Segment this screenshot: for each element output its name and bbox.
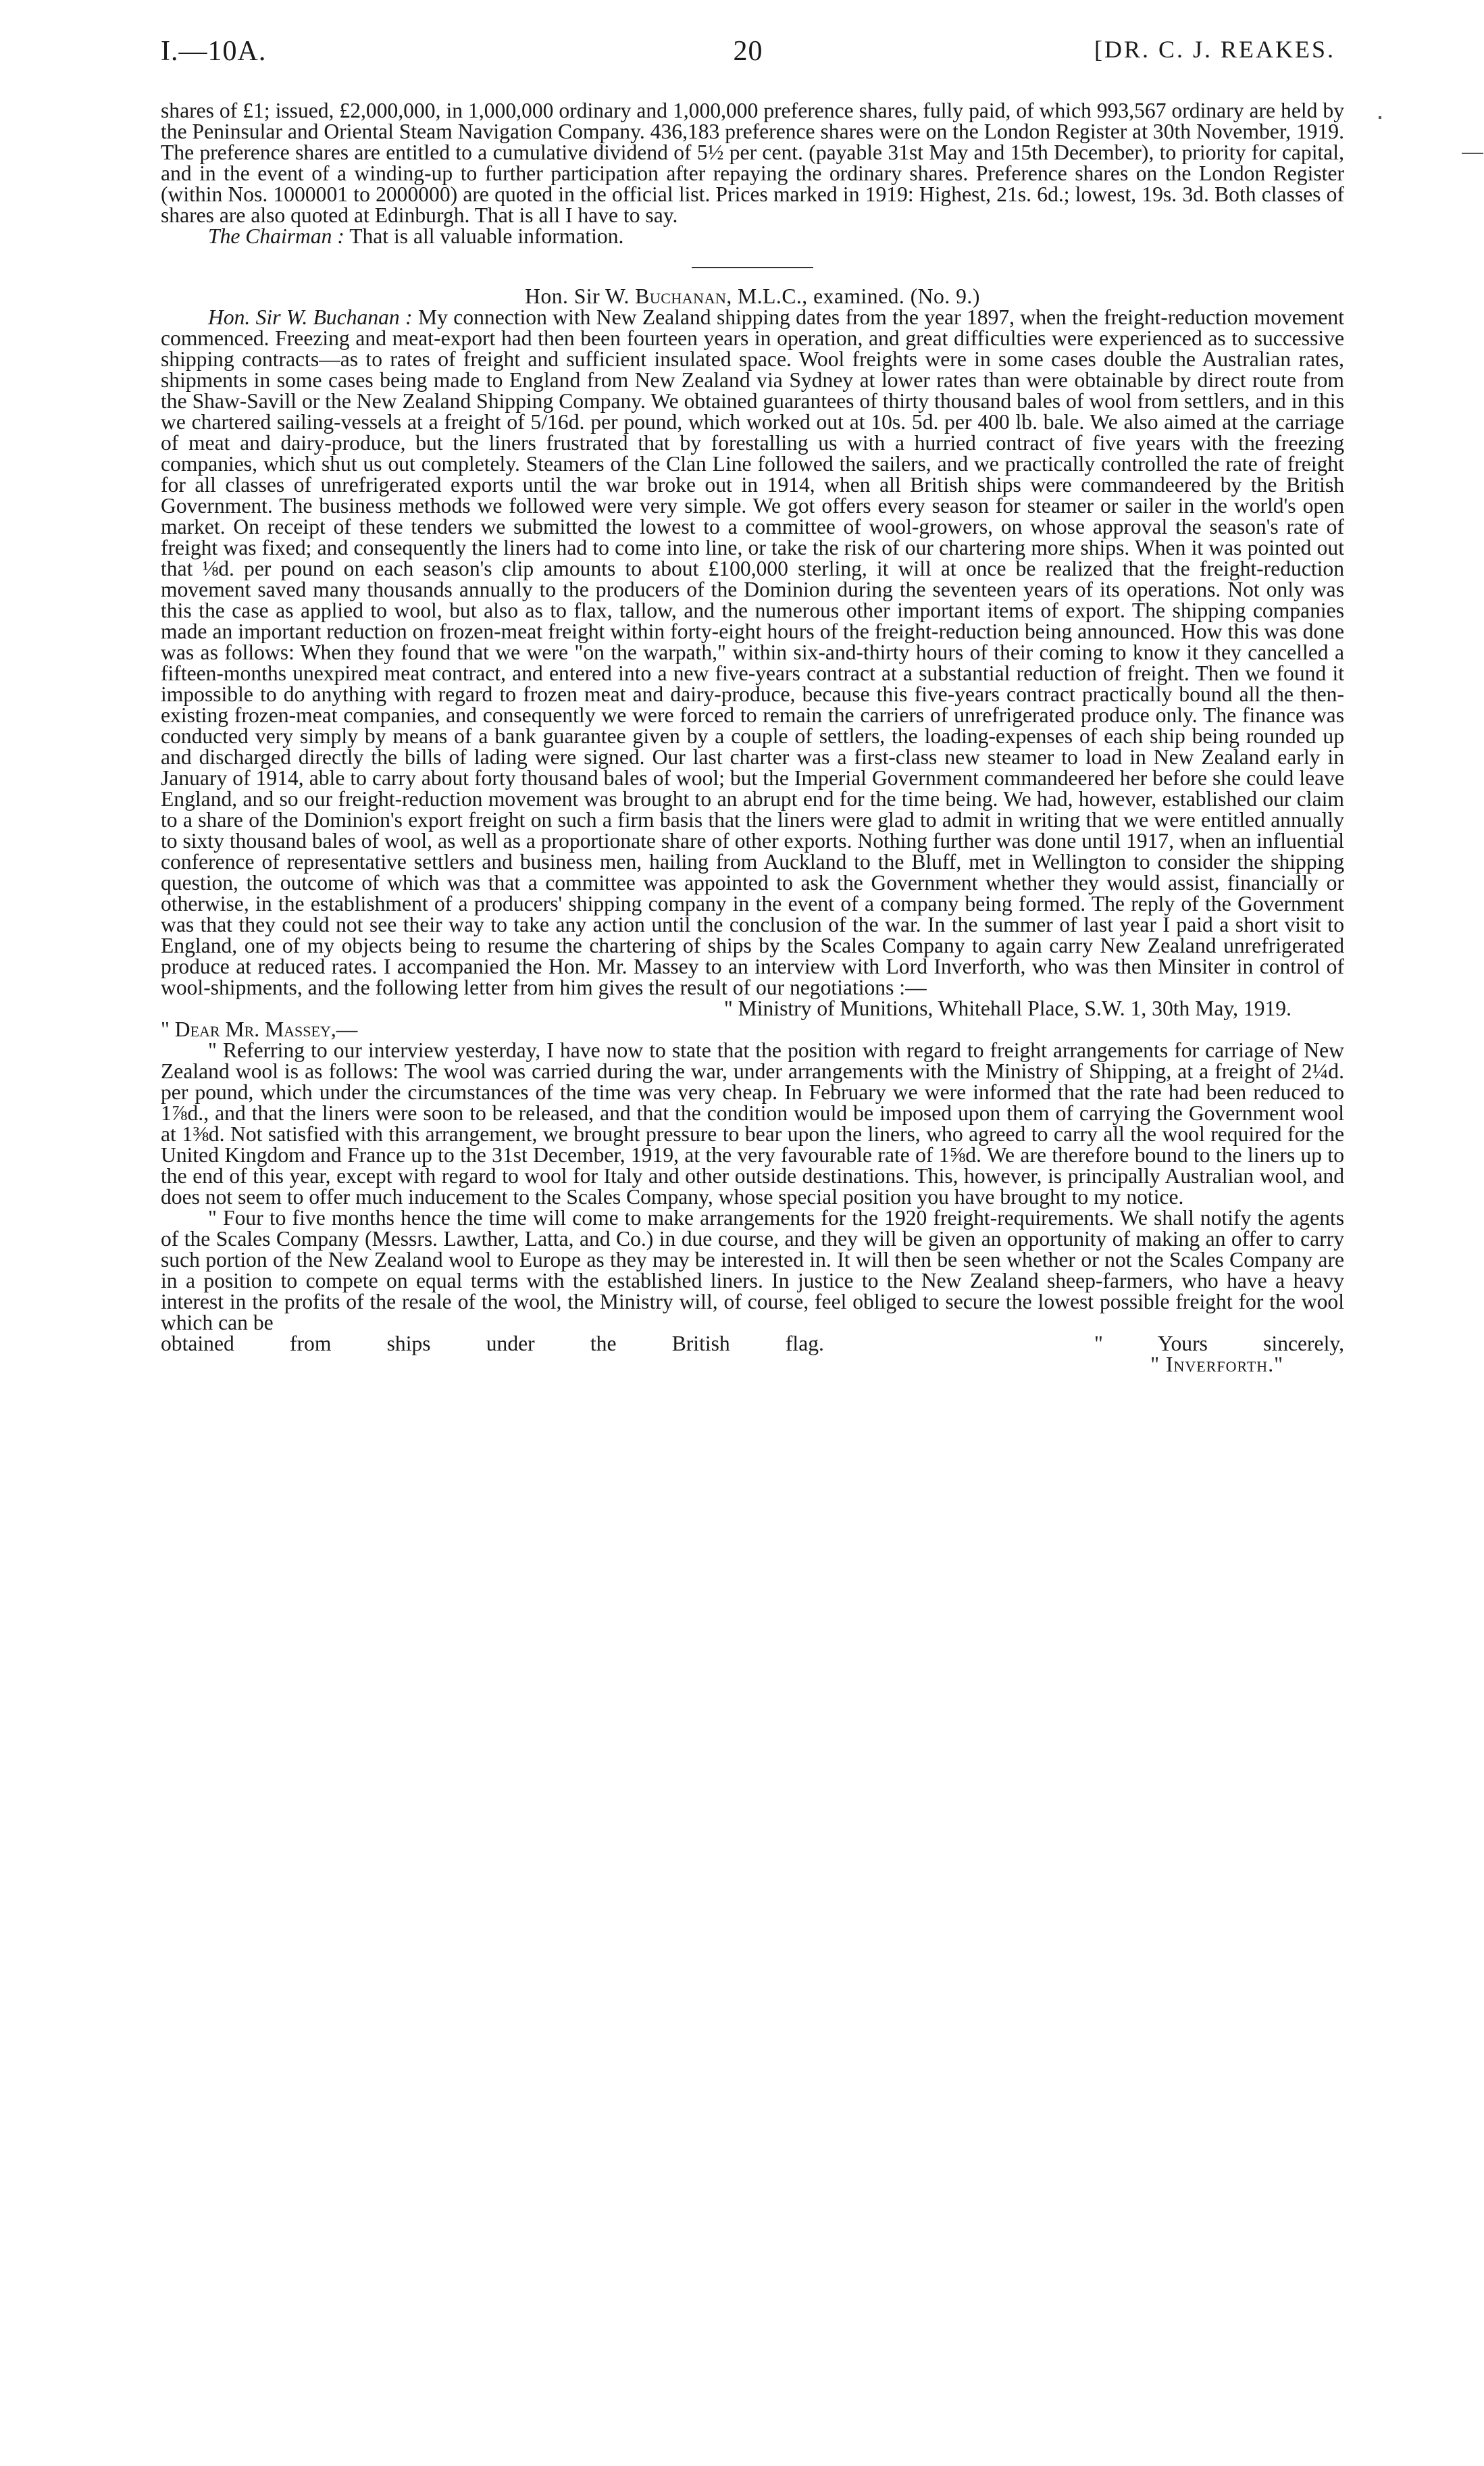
buchanan-text: My connection with New Zealand shipping dates from the year 1897, when the freight-reduction movement commenced. Freezing and meat-export had then been fourteen years in operation, and great difficulties were experienced as to successive shipping contracts—as to rates of freight and sufficient insulated space. Wool freights were in some cases double the Australian rates, shipments in some cases being made to England from New Zealand via Sydney at lower rates than were obtainable by direct route from the Shaw-Savill or the New Zealand Shipping Company. We obtained guarantees of thirty thousand bales of wool from settlers, and in this we chartered sailing-vessels at a freight of 5/16d. per pound, which worked out at 10s. 5d. per 400 lb. bale. We also aimed at the carriage of meat and dairy-produce, but the liners frustrated that by forestalling us with a hurried contract of five years with the freezing companies, which shut us out completely. Steamers of the Clan Line followed the sailers, and we practically controlled the rate of freight for all classes of unrefrigerated exports until the war broke out in 1914, when all British ships were commandeered by the British Government. The business methods we followed were very simple. We got offers every season for steamer or sailer in the world's open market. On receipt of these tenders we submitted the lowest to a committee of wool-growers, on whose approval the season's rate of freight was fixed; and consequently the liners had to come into line, or take the risk of our chartering more ships. When it was pointed out that ⅛d. per pound on each season's clip amounts to about £100,000 sterling, it will at once be realized that the freight-reduction movement saved many thousands annually to the producers of the Dominion during the seventeen years of its operations. Not only was this the case as applied to wool, but also as to flax, tallow, and the numerous other important items of export. The shipping companies made an important reduction on frozen-meat freight within forty-eight hours of the freight-reduction being announced. How this was done was as follows: When they found that we were "on the warpath," within six-and-thirty hours of their coming to know it they cancelled a fifteen-months unexpired meat contract, and entered into a new five-years contract at a substantial reduction of freight. Then we found it impossible to do anything with regard to frozen meat and dairy-produce, because this five-years contract practically bound all the then-existing frozen-meat companies, and consequently we were forced to remain the carriers of unrefrigerated produce only. The finance was conducted very simply by means of a bank guarantee given by a couple of settlers, the loading-expenses of each ship being rounded up and discharged directly the bills of lading were signed. Our last charter was a first-class new steamer to load in New Zealand early in January of 1914, able to carry about forty thousand bales of wool; but the Imperial Government commandeered her before she could leave England, and so our freight-reduction movement was brought to an abrupt end for the time being. We had, however, established our claim to a share of the Dominion's export freight on such a firm basis that the liners were glad to admit in writing that we were entitled annually to sixty thousand bales of wool, as well as a proportionate share of other exports. Nothing further was done until 1917, when an influential conference of representative settlers and business men, hailing from Auckland to the Bluff, met in Wellington to consider the shipping question, the outcome of which was that a committee was appointed to ask the Government whether they would assist, financially or otherwise, in the establishment of a producers' shipping company in the event of a company being formed. The reply of the Government was that they could not see their way to take any action until the conclusion of the war. In the summer of last year I paid a short visit to England, one of my objects being to resume the chartering of ships by the Scales Company to again carry New Zealand unrefrigerated produce at reduced rates. I accompanied the Hon. Mr. Massey to an interview with Lord Inverforth, who was then Minsiter in control of wool-shipments, and the following letter from him gives the result of our negotiations :— <box>161 305 1344 999</box>
page-header <box>161 35 1335 82</box>
opening-paragraph: shares of £1; issued, £2,000,000, in 1,000,000 ordinary and 1,000,000 preference shares, fully paid, of which 993,567 ordinary are held by the Peninsular and Oriental Steam Navigation Company. 436,183 preference shares were on the London Register at 30th November, 1919. The preference shares are entitled to a cumulative dividend of 5½ per cent. (payable 31st May and 15th December), to priority for capital, and in the event of a winding-up to further participation after repaying the ordinary shares. Preference shares on the London Register (within Nos. 1000001 to 2000000) are quoted in the official list. Prices marked in 1919: Highest, 21s. 6d.; lowest, 19s. 3d. Both classes of shares are also quoted at Edinburgh. That is all I have to say. <box>161 99 1344 227</box>
margin-tick <box>1462 153 1483 154</box>
letter-last-line: obtained from ships under the British flag. <box>161 1332 824 1355</box>
margin-dot <box>1379 116 1381 119</box>
witness-name: Buchanan <box>635 284 727 308</box>
chairman-text: That is all valuable information. <box>349 224 624 248</box>
section-divider <box>692 267 813 268</box>
letter-signature: " Inverforth." <box>1150 1353 1283 1376</box>
chairman-speaker: The Chairman : <box>208 224 344 248</box>
letter-paragraph-1: " Referring to our interview yesterday, I have now to state that the position with regard to freight arrangements for carriage of New Zealand wool is as follows: The wool was carried during the war, under arrangements with the Ministry of Shipping, at a freight of 2¼d. per pound, which under the circumstances of the time was very cheap. In February we were informed that the rate had been reduced to 1⅞d., and that the liners were soon to be released, and that the condition would be imposed upon them of carrying the Government wool at 1⅜d. Not satisfied with this arrangement, we brought pressure to bear upon the liners, who agreed to carry all the wool required for the United Kingdom and France up to the 31st December, 1919, at the very favourable rate of 1⅝d. We are therefore bound to the liners up to the end of this year, except with regard to wool for Italy and other outside destinations. This, however, is principally Australian wool, and does not seem to offer much inducement to the Scales Company, whose special position you have brought to my notice. <box>161 1038 1344 1209</box>
witness-heading <box>161 286 1344 307</box>
chairman-remark <box>161 226 1344 247</box>
letter-address: " Ministry of Munitions, Whitehall Place, S.W. 1, 30th May, 1919. <box>723 997 1291 1020</box>
letter-complimentary-close: " Yours sincerely, <box>1094 1332 1345 1355</box>
letter-paragraph-2: " Four to five months hence the time will come to make arrangements for the 1920 freight-requirements. We shall notify the agents of the Scales Company (Messrs. Lawther, Latta, and Co.) in due course, and they will be given an opportunity of making an offer to carry such portion of the New Zealand wool to Europe as they may be interested in. It will then be seen whether or not the Scales Company are in a position to compete on equal terms with the established liners. In justice to the New Zealand sheep-farmers, who have a heavy interest in the profits of the resale of the wool, the Ministry will, of course, feel obliged to secure the lowest possible freight for the wool which can be <box>161 1206 1344 1334</box>
buchanan-speaker: Hon. Sir W. Buchanan : <box>208 305 413 329</box>
letter-closing-line <box>161 1333 1344 1354</box>
letter-salutation: " Dear Mr. Massey,— <box>161 1017 358 1041</box>
witness-prefix: Hon. Sir W. <box>525 284 630 308</box>
paper-reference: I.—10A. <box>161 36 267 67</box>
page-number: 20 <box>733 36 763 67</box>
document-body <box>161 100 1344 1375</box>
buchanan-statement <box>161 307 1344 998</box>
witness-suffix: , M.L.C., examined. (No. 9.) <box>726 284 980 308</box>
witness-reference: [DR. C. J. REAKES. <box>1094 36 1335 63</box>
